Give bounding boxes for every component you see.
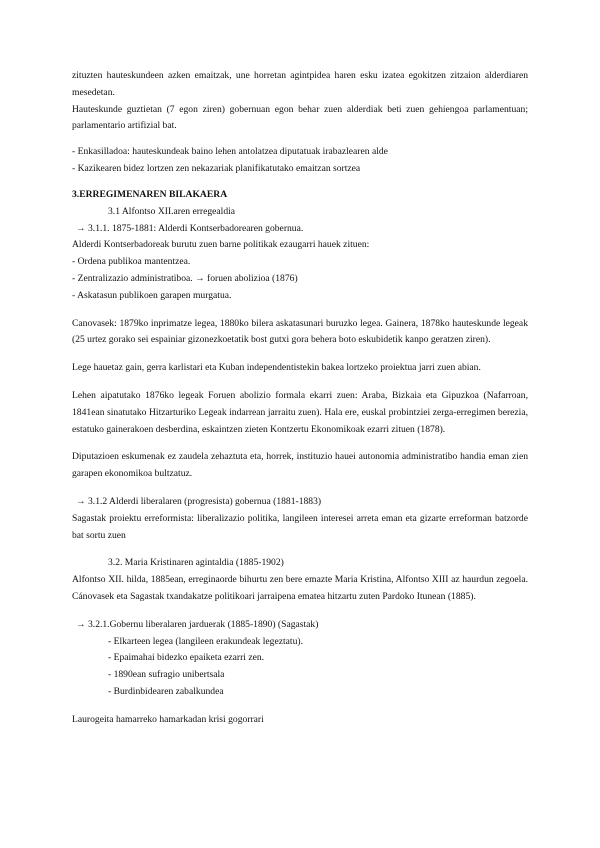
list-item: - Zentralizazio administratiboa. → foruen abolizioa (1876): [72, 272, 298, 284]
foral-paragraph: Lehen aipatutako 1876ko legeak Foruen abolizio formala ekarri zuen: Araba, Bizkaia eta Gipuzkoa (Nafarroan, 1841ean sinatutako Hitzarturiko Legeak indarrean jarraitu zuen). Hala ere, euskal probintziei zerga-erregimen berezia, estatuko gainerakoen desberdina, eskaintzen zieten Kontzertu Ekonomikoak ezarri zituen (1878).: [72, 389, 528, 435]
list-item: - Enkasilladoa: hauteskundeak baino lehen antolatzea diputatuak irabazlearen alde: [72, 145, 388, 157]
document-body: [72, 68, 528, 728]
liberal-actions-list: [72, 634, 528, 701]
diputazioak-paragraph: Diputazioen eskumenak ez zaudela zehaztuta eta, horrek, instituzio hauei autonomia administratibo handia eman zien garapen ekonomikoa bultzatuz.: [72, 451, 528, 480]
list-item: - Askatasun publikoen garapen murgatua.: [72, 289, 232, 301]
sagasta-reform-paragraph: Sagastak proiektu erreformista: liberalizazio politika, langileen interesei arreta eman eta gizarte erreforman batzorde bat sortu zuen: [72, 512, 528, 541]
crisis-paragraph: Laurogeita hamarreko hamarkadan krisi gogorrari: [72, 713, 264, 725]
intro-paragraph-2: Hauteskunde guztietan (7 egon ziren) gobernuan egon behar zuen alderdiak beti zuen gehiengoa parlamentuan; parlamentario artifizial bat.: [72, 103, 528, 132]
subsection-heading-3-1-1: → 3.1.1. 1875-1881: Alderdi Kontserbadorearen gobernua.: [76, 222, 304, 234]
intro-bullet-list: [72, 144, 528, 178]
list-item: - Kazikearen bidez lortzen zen nekazariak planifikatutako emaitzan sortzea: [72, 162, 361, 174]
regency-paragraph: Alfontso XII. hilda, 1885ean, erreginaorde bihurtu zen bere emazte Maria Kristina, Alfontso XIII az haurdun zegoela. Cánovasek eta Sagastak txandakatze politikoari jarraipena ematea hitzartu zuten Pardoko Itunean (1885).: [72, 574, 528, 602]
canovas-paragraph: Canovasek: 1879ko inprimatze legea, 1880ko bilera askatasunari buruzko legea. Gainera, 1878ko hauteskunde legeak (25 urtez gorako sei espainiar gizonezkoetatik bost gutxi gora behera boto eskubidetik kanpo geratzen ziren).: [72, 317, 528, 346]
list-item: - 1890ean sufragio unibertsala: [108, 669, 225, 681]
peace-paragraph: Lege hauetaz gain, gerra karlistari eta Kuban independentistekin bakea lortzeko proiektua jarri zuen abian.: [72, 362, 481, 374]
subsection-heading-3-1-2: → 3.1.2 Alderdi liberalaren (progresista) gobernua (1881-1883): [76, 495, 322, 507]
intro-paragraph-1: zituzten hauteskundeen azken emaitzak, une horretan agintpidea haren esku izatea egokitzen zitzaion alderdiaren mesedetan.: [72, 70, 528, 98]
list-item: - Ordena publikoa mantentzea.: [72, 256, 191, 268]
conservative-list: [72, 254, 528, 304]
subsection-heading-3-1: 3.1 Alfontso XII.aren erregealdia: [108, 205, 236, 217]
list-item: - Epaimahai bidezko epaiketa ezarri zen.: [108, 652, 265, 664]
subsection-heading-3-2: 3.2. Maria Kristinaren agintaldia (1885-1902): [108, 557, 284, 569]
section-heading: 3.ERREGIMENAREN BILAKAERA: [72, 188, 228, 200]
list-item: - Burdinbidearen zabalkundea: [108, 685, 224, 697]
list-item: - Elkarteen legea (langileen erakundeak legeztatu).: [108, 635, 303, 647]
conservative-intro: Alderdi Kontserbadoreak burutu zuen barne politikak ezaugarri hauek zituen:: [72, 239, 370, 251]
subsection-heading-3-2-1: → 3.2.1.Gobernu liberalaren jarduerak (1885-1890) (Sagastak): [76, 618, 319, 630]
